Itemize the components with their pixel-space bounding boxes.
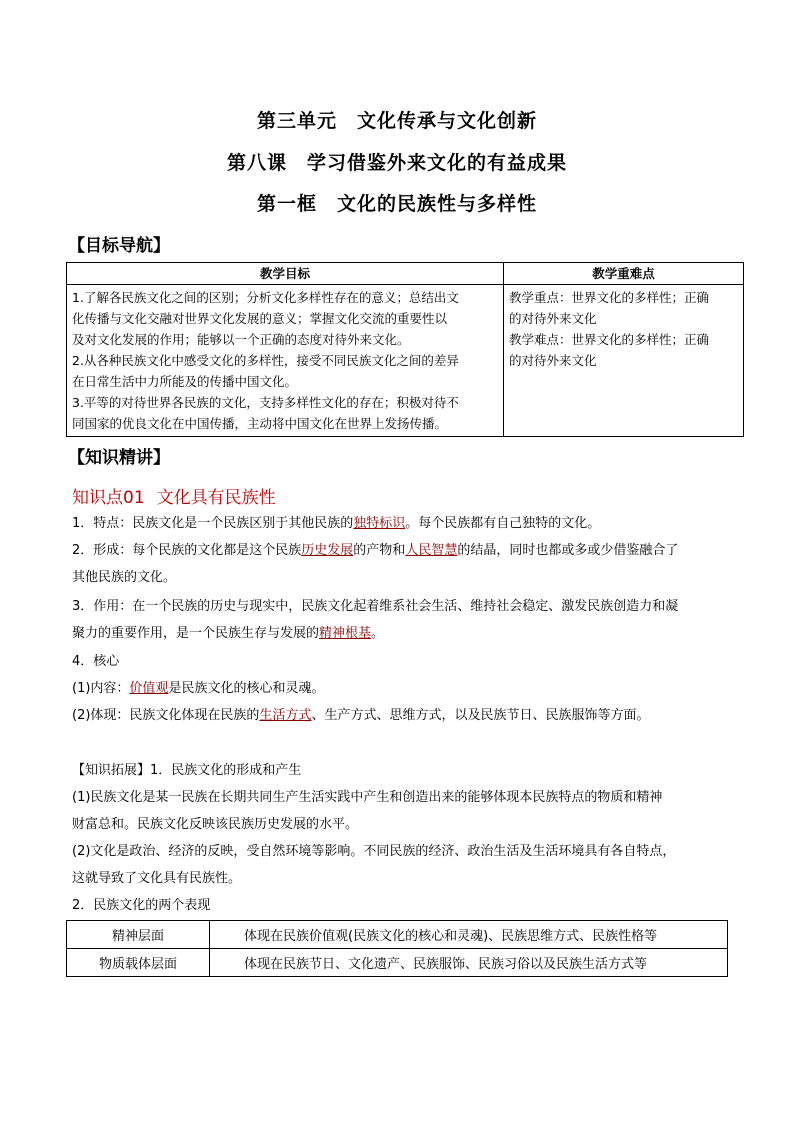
text: 的结晶，同时也都或多或少借鉴融合了: [457, 543, 679, 558]
text: 是民族文化的核心和灵魂。: [168, 681, 325, 696]
knowledge-point-number: 知识点01: [72, 488, 145, 508]
underlined-key-term: 价值观: [129, 681, 169, 696]
expression-content: 体现在民族价值观(民族文化的核心和灵魂)、民族思维方式、民族性格等: [210, 921, 728, 949]
underlined-key-term: 生活方式: [259, 708, 312, 723]
point-3: [72, 593, 732, 647]
text: 2．形成：每个民族的文化都是这个民族: [72, 543, 302, 558]
knowledge-heading: 【知识精讲】: [68, 448, 170, 468]
text: (1)民族文化是某一民族在长期共同生产生活实践中产生和创造出来的能够体现本民族特点的物质和精神: [72, 790, 663, 805]
goal-table-keypoints-cell: [504, 285, 744, 437]
text: 聚力的重要作用，是一个民族生存与发展的: [72, 626, 320, 641]
keypoint-line: 的对待外来文化: [509, 311, 597, 326]
goal-line: 1.了解各民族文化之间的区别；分析文化多样性存在的意义；总结出文: [72, 290, 459, 305]
keypoint-line: 的对待外来文化: [509, 353, 597, 368]
text: 1．特点：民族文化是一个民族区别于其他民族的: [72, 516, 354, 531]
goal-table-goals-cell: [67, 285, 504, 437]
text: (1)内容：: [72, 681, 130, 696]
table-row: [67, 921, 728, 949]
point-1: [72, 510, 732, 537]
text: (2)体现：民族文化体现在民族的: [72, 708, 260, 723]
expression-level: 物质载体层面: [67, 949, 210, 977]
underlined-key-term: 独特标识: [353, 516, 406, 531]
point-2: [72, 537, 732, 591]
extension-1: [72, 784, 732, 838]
point-4: [72, 648, 732, 675]
underlined-key-term: 精神根基: [319, 626, 372, 641]
expression-level: 精神层面: [67, 921, 210, 949]
text: 、生产方式、思维方式，以及民族节日、民族服饰等方面。: [311, 708, 650, 723]
goal-nav-heading: 【目标导航】: [68, 236, 170, 256]
goal-line: 在日常生活中力所能及的传播中国文化。: [72, 374, 298, 389]
text: (2)文化是政治、经济的反映，受自然环境等影响。不同民族的经济、政治生活及生活环境具有各自特点，: [72, 844, 676, 859]
extension-2: [72, 838, 732, 892]
unit-title: 第三单元 文化传承与文化创新: [256, 110, 537, 132]
text: 【知识拓展】1．民族文化的形成和产生: [72, 763, 302, 778]
text: 的产物和: [353, 543, 406, 558]
point-4-1: [72, 675, 732, 702]
knowledge-point-name: 文化具有民族性: [156, 488, 276, 508]
text: 这就导致了文化具有民族性。: [72, 871, 242, 886]
goal-line: 化传播与文化交融对世界文化发展的意义；掌握文化交流的重要性以: [72, 311, 448, 326]
underlined-key-term: 人民智慧: [405, 543, 458, 558]
keypoint-line: 教学重点：世界文化的多样性；正确: [509, 290, 710, 305]
lesson-title: 第八课 学习借鉴外来文化的有益成果: [226, 152, 567, 174]
text: 。: [371, 626, 385, 641]
expression-table: [66, 920, 728, 977]
goal-line: 2.从各种民族文化中感受文化的多样性，接受不同民族文化之间的差异: [72, 353, 459, 368]
goal-line: 3.平等的对待世界各民族的文化，支持多样性文化的存在；积极对待不: [72, 395, 459, 410]
underlined-key-term: 历史发展: [301, 543, 354, 558]
keypoint-line: 教学难点：世界文化的多样性；正确: [509, 332, 710, 347]
text: 财富总和。民族文化反映该民族历史发展的水平。: [72, 817, 359, 832]
goal-table: [66, 262, 744, 437]
goal-table-header-keypoints: 教学重难点: [504, 263, 744, 285]
extension-heading: [72, 757, 732, 784]
expression-content: 体现在民族节日、文化遗产、民族服饰、民族习俗以及民族生活方式等: [210, 949, 728, 977]
goal-line: 同国家的优良文化在中国传播，主动将中国文化在世界上发扬传播。: [72, 416, 448, 431]
point-4-2: [72, 702, 732, 729]
extension-3: [72, 892, 732, 919]
frame-title: 第一框 文化的民族性与多样性: [256, 193, 537, 215]
goal-table-header-goals: 教学目标: [67, 263, 504, 285]
text: 2．民族文化的两个表现: [72, 898, 211, 913]
knowledge-point-title: [72, 483, 288, 508]
text: 4．核心: [72, 654, 120, 669]
table-row: [67, 949, 728, 977]
goal-line: 及对文化发展的作用；能够以一个正确的态度对待外来文化。: [72, 332, 410, 347]
text: 。每个民族都有自己独特的文化。: [405, 516, 601, 531]
text: 其他民族的文化。: [72, 570, 177, 585]
text: 3．作用：在一个民族的历史与现实中，民族文化起着维系社会生活、维持社会稳定、激发民族创造力和凝: [72, 599, 679, 614]
